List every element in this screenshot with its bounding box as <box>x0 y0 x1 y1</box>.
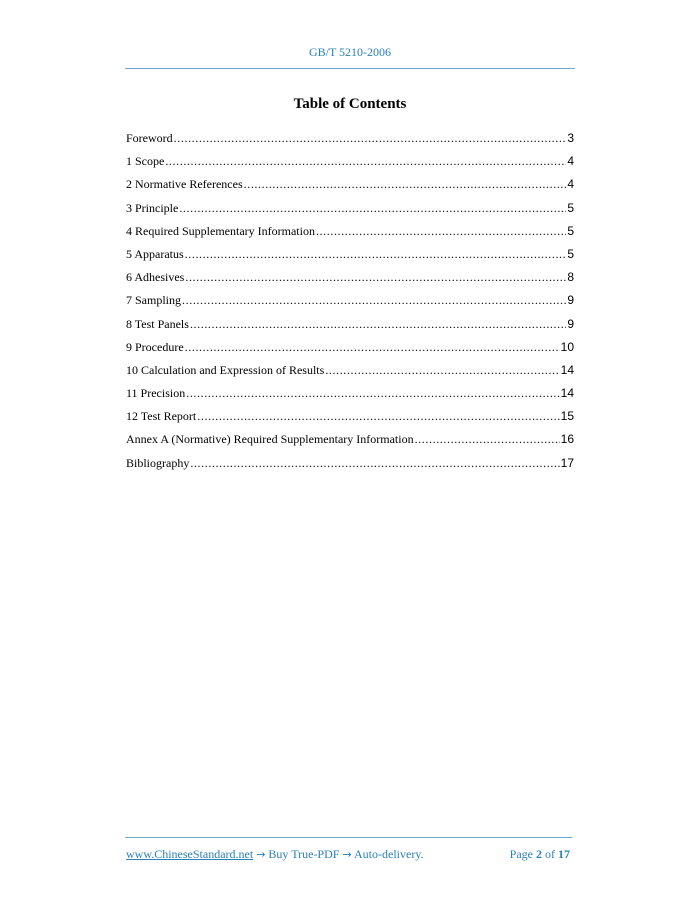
toc-entry-page: 5 <box>567 200 574 215</box>
toc-leader-dots <box>415 428 560 451</box>
toc-entry-bibliography[interactable] <box>126 452 574 475</box>
toc-leader-dots <box>197 405 559 428</box>
right-arrow-icon: → <box>342 848 352 861</box>
toc-entry-page: 9 <box>567 316 574 331</box>
toc-leader-dots <box>165 150 566 173</box>
toc-leader-dots <box>316 220 566 243</box>
toc-entry-annex-a[interactable] <box>126 428 574 451</box>
toc-entry-label: 12 Test Report <box>126 409 197 424</box>
toc-entry-calculation[interactable] <box>126 359 574 382</box>
toc-heading: Table of Contents <box>293 96 407 112</box>
toc-entry-label: 9 Procedure <box>126 339 184 354</box>
toc-entry-scope[interactable] <box>126 150 574 173</box>
toc-entry-page: 16 <box>560 432 574 447</box>
table-of-contents <box>126 127 574 475</box>
toc-entry-label: Foreword <box>126 131 173 145</box>
toc-entry-sampling[interactable] <box>126 289 574 312</box>
toc-leader-dots <box>186 382 559 405</box>
toc-leader-dots <box>185 243 567 266</box>
toc-entry-procedure[interactable] <box>126 336 574 359</box>
toc-entry-page: 5 <box>567 223 574 238</box>
toc-entry-page: 15 <box>560 409 574 424</box>
toc-entry-precision[interactable] <box>126 382 574 405</box>
toc-leader-dots <box>325 359 559 382</box>
toc-entry-page: 4 <box>567 177 574 192</box>
toc-entry-label: 5 Apparatus <box>126 246 184 261</box>
toc-entry-required-supplementary-information[interactable] <box>126 220 574 243</box>
toc-leader-dots <box>185 336 560 359</box>
toc-leader-dots <box>190 313 566 336</box>
toc-entry-normative-references[interactable] <box>126 173 574 196</box>
toc-entry-page: 14 <box>560 362 574 377</box>
toc-entry-page: 4 <box>567 154 574 169</box>
toc-leader-dots <box>190 452 559 475</box>
header-divider <box>125 68 575 69</box>
toc-entry-principle[interactable] <box>126 197 574 220</box>
toc-leader-dots <box>244 173 567 196</box>
toc-entry-label: Bibliography <box>126 455 190 470</box>
toc-entry-adhesives[interactable] <box>126 266 574 289</box>
toc-entry-label: 11 Precision <box>126 386 186 401</box>
toc-entry-label: 3 Principle <box>126 200 179 215</box>
toc-entry-page: 10 <box>560 339 574 354</box>
page-indicator <box>510 847 570 862</box>
toc-entry-label: Annex A (Normative) Required Supplementary Information <box>126 432 414 447</box>
buy-true-pdf-text: Buy True-PDF <box>268 847 340 861</box>
toc-entry-page: 9 <box>567 293 574 308</box>
auto-delivery-text: Auto-delivery. <box>354 847 424 861</box>
toc-entry-test-panels[interactable] <box>126 313 574 336</box>
page-word: Page <box>509 847 533 861</box>
right-arrow-icon: → <box>256 848 266 861</box>
toc-leader-dots <box>174 127 567 150</box>
toc-entry-apparatus[interactable] <box>126 243 574 266</box>
toc-leader-dots <box>185 266 566 289</box>
toc-entry-label: 1 Scope <box>126 154 165 169</box>
total-pages-number: 17 <box>558 847 570 861</box>
footer-divider <box>125 837 572 838</box>
toc-entry-label: 8 Test Panels <box>126 316 189 331</box>
toc-entry-page: 5 <box>567 246 574 261</box>
toc-leader-dots <box>179 197 566 220</box>
toc-entry-label: 6 Adhesives <box>126 270 185 285</box>
toc-entry-label: 4 Required Supplementary Information <box>126 223 315 238</box>
toc-entry-test-report[interactable] <box>126 405 574 428</box>
toc-entry-foreword[interactable] <box>126 127 574 150</box>
toc-leader-dots <box>182 289 566 312</box>
current-page-number: 2 <box>536 847 542 861</box>
toc-entry-page: 17 <box>560 455 574 470</box>
page-of-word: of <box>545 847 555 861</box>
toc-entry-label: 2 Normative References <box>126 177 243 192</box>
toc-entry-label: 7 Sampling <box>126 293 182 308</box>
toc-entry-page: 14 <box>560 386 574 401</box>
toc-entry-page: 3 <box>567 131 574 145</box>
toc-entry-label: 10 Calculation and Expression of Results <box>126 362 325 377</box>
running-header: GB/T 5210-2006 <box>308 45 392 59</box>
footer-promo <box>126 847 424 862</box>
toc-entry-page: 8 <box>567 270 574 285</box>
website-link[interactable]: www.ChineseStandard.net <box>126 847 254 861</box>
